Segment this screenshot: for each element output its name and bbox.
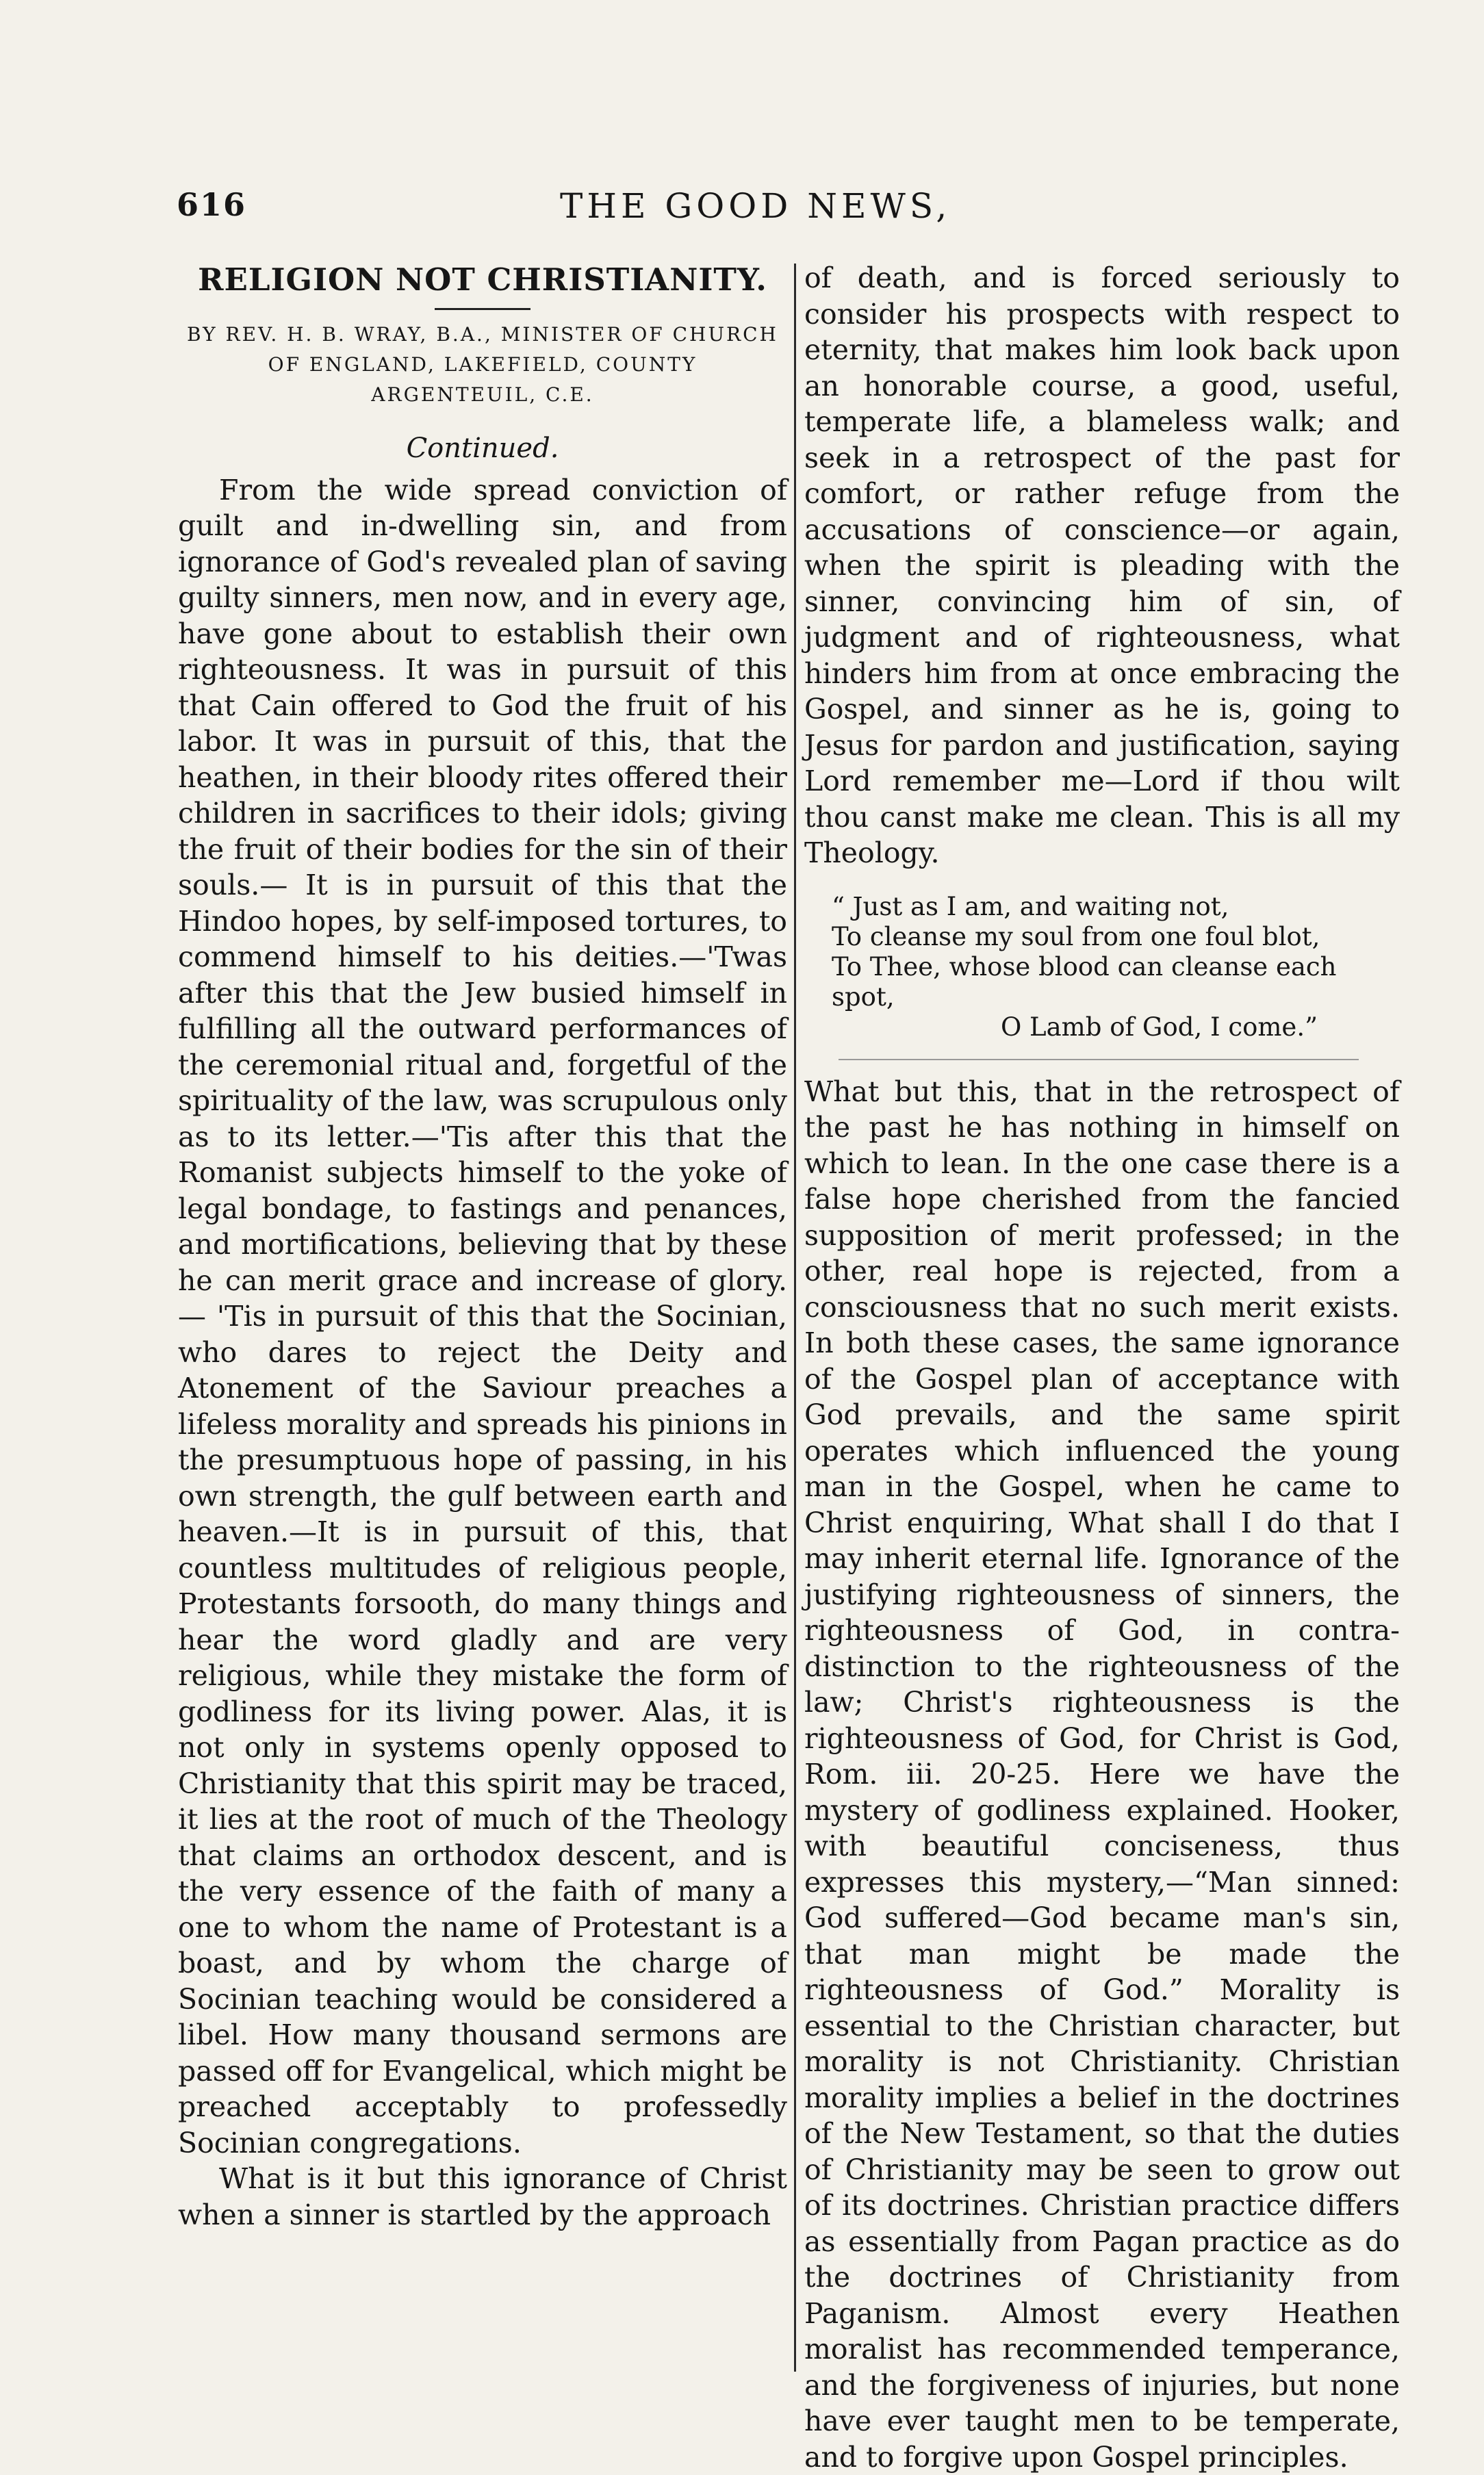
hymn-quote — [832, 892, 1400, 1042]
body-paragraph: From the wide spread conviction of guilt and in-dwelling sin, and from ignorance of God's revealed plan of saving guilty sinners, men now, and in every age, have gone about to establish their own righteousness. It was in pursuit of this that Cain offered to God the fruit of his labor. It was in pursuit of this, that the heathen, in their bloody rites offered their children in sacrifices to their idols; giving the fruit of their bodies for the sin of their souls.— It is in pursuit of this that the Hindoo hopes, by self-imposed tortures, to commend himself to his deities.—'Twas after this that the Jew busied himself in fulfilling all the outward performances of the ceremonial ritual and, forgetful of the spirituality of the law, was scrupulous only as to its letter.—'Tis after this that the Romanist subjects himself to the yoke of legal bondage, to fastings and penances, and mortifications, believing that by these he can merit grace and increase of glory.— 'Tis in pursuit of this that the Socinian, who dares to reject the Deity and Atonement of the Saviour preaches a lifeless morality and spreads his pinions in the presumptuous hope of passing, in his own strength, the gulf between earth and heaven.—It is in pursuit of this, that countless multitudes of religious people, Protestants forsooth, do many things and hear the word gladly and are very religious, while they mistake the form of godliness for its living power. Alas, it is not only in systems openly opposed to Christianity that this spirit may be traced, it lies at the root of much of the Theology that claims an orthodox descent, and is the very essence of the faith of many a one to whom the name of Protestant is a boast, and by whom the charge of Socinian teaching would be considered a libel. How many thousand sermons are passed off for Evangelical, which might be preached acceptably to professedly Socinian congregations. — [178, 472, 787, 2162]
poem-line: To cleanse my soul from one foul blot, — [832, 922, 1400, 952]
body-paragraph: of death, and is forced seriously to consider his prospects with respect to eternity, that makes him look back upon an honorable course, a good, useful, temperate life, a blameless walk; and seek in a retrospect of the past for comfort, or rather refuge from the accusations of conscience—or again, when the spirit is pleading with the sinner, convincing him of sin, of judgment and of righteousness, what hinders him from at once embracing the Gospel, and sinner as he is, going to Jesus for pardon and justification, saying Lord remember me—Lord if thou wilt thou canst make me clean. This is all my Theology. — [804, 260, 1400, 871]
page-header — [177, 186, 1395, 241]
section-rule — [839, 1059, 1359, 1060]
title-rule — [435, 308, 530, 310]
column-divider — [794, 264, 796, 2372]
body-paragraph: What but this, that in the retrospect of the past he has nothing in himself on which to lean. In the one case there is a false hope cherished from the fancied supposition of merit professed; in the other, real hope is rejected, from a consciousness that no such merit exists. In both these cases, the same ignorance of the Gospel plan of acceptance with God prevails, and the same spirit operates which influenced the young man in the Gospel, when he came to Christ enquiring, What shall I do that I may inherit eternal life. Ignorance of the justifying righteousness of sinners, the righteousness of God, in contra-distinction to the righteousness of the law; Christ's righteousness is the righteousness of God, for Christ is God, Rom. iii. 20-25. Here we have the mystery of godliness explained. Hooker, with beautiful conciseness, thus expresses this mystery,—“Man sinned: God suffered—God became man's sin, that man might be made the righteousness of God.” Morality is essential to the Christian character, but morality is not Christianity. Christian morality implies a belief in the doctrines of the New Testament, so that the duties of Christianity may be seen to grow out of its doctrines. Christian practice differs as essentially from Pagan practice as do the doctrines of Christianity from Paganism. Almost every Heathen moralist has recommended temperance, and the forgiveness of injuries, but none have ever taught men to be temperate, and to forgive upon Gospel principles. — [804, 1074, 1400, 2475]
right-column — [804, 260, 1400, 2368]
continued-label: Continued. — [178, 431, 787, 467]
poem-line: To Thee, whose blood can cleanse each spot, — [832, 952, 1400, 1012]
byline: BY REV. H. B. WRAY, B.A., MINISTER OF CHURCH OF ENGLAND, LAKEFIELD, COUNTY ARGENTEUIL, C.E. — [185, 320, 780, 410]
left-column — [178, 260, 787, 2368]
poem-line: O Lamb of God, I come.” — [832, 1012, 1400, 1042]
poem-line: “ Just as I am, and waiting not, — [832, 892, 1400, 922]
page-number: 616 — [177, 186, 246, 223]
article-title: RELIGION NOT CHRISTIANITY. — [178, 260, 787, 300]
body-paragraph: What is it but this ignorance of Christ when a sinner is startled by the approach — [178, 2161, 787, 2233]
running-title: THE GOOD NEWS, — [560, 186, 951, 226]
